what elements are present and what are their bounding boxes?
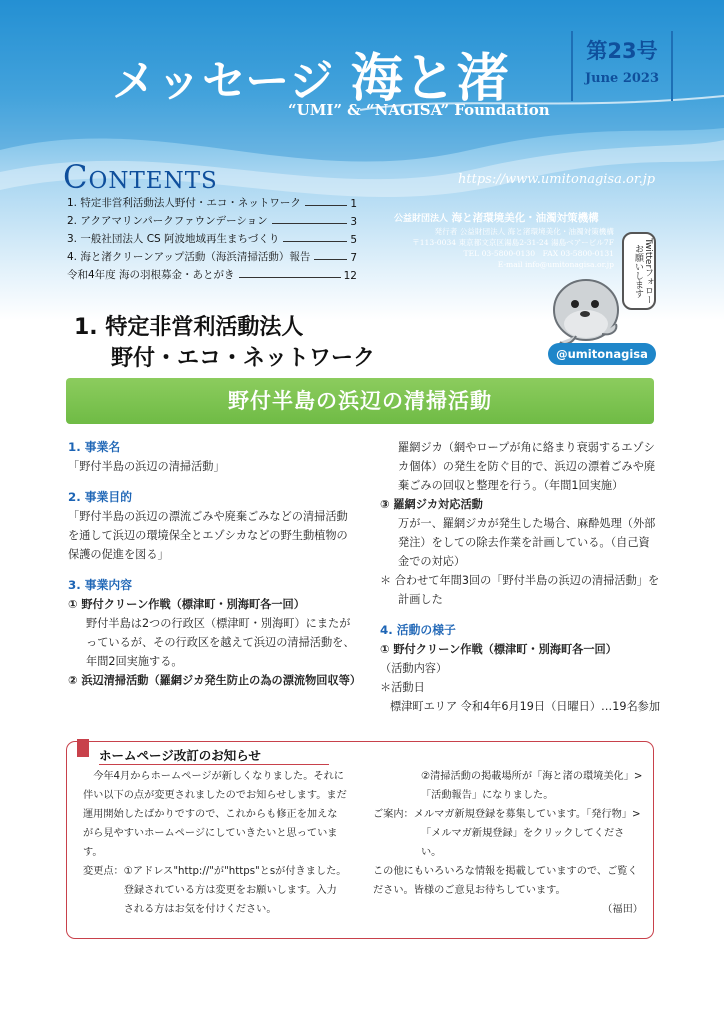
toc-leader bbox=[283, 241, 347, 242]
organization-name bbox=[394, 210, 599, 225]
notice-change-label: 変更点： bbox=[83, 866, 124, 877]
toc-leader bbox=[314, 259, 347, 260]
list-item-body: 万が一、羅網ジカが発生した場合、麻酔処理（外部発注）をしての除去作業を計画している。（自己資金での対応） bbox=[398, 517, 656, 568]
section-title: 1. 事業名 bbox=[68, 440, 121, 454]
toc-item[interactable] bbox=[67, 264, 357, 282]
notice-guide: ご案内：メルマガ新規登録を募集しています。「発行物」>「メルマガ新規登録」をクリックしてください。 bbox=[373, 809, 641, 858]
twitter-handle-button[interactable]: @umitonagisa bbox=[548, 343, 656, 365]
organization-title: 海と渚環境美化・油濁対策機構 bbox=[451, 212, 599, 224]
article-heading-line1: 1. 特定非営利活動法人 bbox=[74, 315, 304, 340]
notice-closing: この他にもいろいろな情報を掲載していますので、ご覧ください。皆様のご意見お待ちしています。 bbox=[373, 866, 638, 896]
notice-change-item: ①アドレス"http://"が"https"とsが付きました。登録されている方は変更をお願いします。入力される方はお気を付けください。 bbox=[123, 866, 347, 915]
table-of-contents bbox=[67, 192, 357, 282]
list-item-title: ① 野付クリーン作戦（標津町・別海町各一回） bbox=[68, 598, 305, 611]
article-banner: 野付半島の浜辺の清掃活動 bbox=[66, 378, 654, 424]
toc-item-page: 1 bbox=[350, 198, 357, 210]
section-title: 4. 活動の様子 bbox=[380, 623, 456, 637]
list-item-title: ② 浜辺清掃活動（羅網ジカ発生防止の為の漂流物回収等） bbox=[68, 674, 362, 687]
toc-item-page: 3 bbox=[350, 216, 357, 228]
issue-date: June 2023 bbox=[584, 71, 660, 86]
article-heading bbox=[74, 312, 375, 374]
toc-item-title: 4. 海と渚クリーンアップ活動（海浜清掃活動）報告 bbox=[67, 251, 311, 263]
notice-paragraph: 今年4月からホームページが新しくなりました。それに伴い以下の点が変更されましたのでお知らせします。まだ運用開始したばかりですので、これからも修正を加えながら見やすいホームページにしていきたいと思っています。 bbox=[83, 771, 347, 858]
toc-item[interactable] bbox=[67, 210, 357, 228]
toc-item-title: 3. 一般社団法人 CS 阿波地域再生まちづくり bbox=[67, 233, 280, 245]
publisher-phone: TEL 03-5800-0130 FAX 03-5800-0131 bbox=[463, 249, 614, 258]
notice-change-list bbox=[83, 862, 347, 919]
toc-item-page: 7 bbox=[350, 252, 357, 264]
toc-item-title: 1. 特定非営利活動法人野付・エコ・ネットワーク bbox=[67, 197, 301, 209]
activity-date-value: 標津町エリア 令和4年6月19日（日曜日）…19名参加 bbox=[390, 700, 661, 713]
toc-item[interactable] bbox=[67, 192, 357, 210]
toc-item-page: 5 bbox=[350, 234, 357, 246]
list-item-title: ③ 羅網ジカ対応活動 bbox=[380, 498, 483, 511]
toc-item-page: 12 bbox=[343, 270, 357, 282]
toc-leader bbox=[239, 277, 341, 278]
contents-heading bbox=[63, 158, 218, 196]
notice-title: ホームページ改訂のお知らせ bbox=[99, 748, 261, 763]
notice-signature: （福田） bbox=[602, 904, 643, 915]
section-body: 「野付半島の浜辺の清掃活動」 bbox=[68, 460, 225, 473]
publisher-email[interactable]: E-mail info@umitonagisa.or.jp bbox=[497, 260, 614, 269]
publisher-line: 発行者 公益財団法人 海と渚環境美化・油濁対策機構 bbox=[434, 227, 614, 236]
masthead-subtitle: “UMI” & “NAGISA” Foundation bbox=[288, 101, 550, 119]
masthead-title-kanji: 海と渚 bbox=[350, 48, 510, 109]
notice-underline bbox=[99, 764, 329, 765]
website-url[interactable]: https://www.umitonagisa.or.jp bbox=[458, 172, 656, 187]
organization-prefix: 公益財団法人 bbox=[394, 214, 449, 224]
list-item-body: 野付半島は2つの行政区（標津町・別海町）にまたがっているが、その行政区を越えて浜辺の清掃活動を、年間2回実施する。 bbox=[86, 617, 355, 668]
toc-item-title: 2. アクアマリンパークファウンデーション bbox=[67, 215, 268, 227]
article-column-left bbox=[68, 438, 362, 690]
notice-column-left bbox=[83, 767, 347, 919]
section-title: 3. 事業内容 bbox=[68, 578, 132, 592]
masthead-title-kana: メッセージ bbox=[112, 56, 335, 107]
notice-box bbox=[66, 741, 654, 939]
article-heading-line2: 野付・エコ・ネットワーク bbox=[111, 346, 376, 371]
toc-item[interactable] bbox=[67, 228, 357, 246]
section-body: 「野付半島の浜辺の漂流ごみや廃棄ごみなどの清掃活動を通して浜辺の環境保全とエゾシカなどの野生動植物の保護の促進を図る」 bbox=[68, 510, 348, 561]
toc-leader bbox=[272, 223, 348, 224]
notice-tab-marker bbox=[77, 739, 89, 757]
section-title: 2. 事業目的 bbox=[68, 490, 132, 504]
notice-change-item: ②清掃活動の掲載場所が「海と渚の環境美化」>「活動報告」になりました。 bbox=[421, 771, 643, 801]
toc-leader bbox=[305, 205, 347, 206]
article-column-right bbox=[380, 438, 660, 716]
toc-item[interactable] bbox=[67, 246, 357, 264]
toc-item-title: 令和4年度 海の羽根募金・あとがき bbox=[67, 269, 235, 281]
publisher-address: 〒113-0034 東京都文京区湯島2-31-24 湯島ベアービル7F bbox=[412, 238, 614, 247]
contents-heading-initial: C bbox=[63, 158, 89, 196]
issue-number: 第23号 bbox=[586, 39, 658, 63]
list-item-title: ① 野付クリーン作戦（標津町・別海町各一回） bbox=[380, 643, 617, 656]
activity-content-label: （活動内容） bbox=[380, 662, 448, 675]
activity-date-label: ＊活動日 bbox=[380, 681, 425, 694]
list-item-body: 羅網ジカ（網やロープが角に絡まり衰弱するエゾシカ個体）の発生を防ぐ目的で、浜辺の漂着ごみや廃棄ごみの回収と整理を行う。（年間1回実施） bbox=[398, 441, 656, 492]
issue-box bbox=[571, 31, 673, 101]
contents-heading-rest: ONTENTS bbox=[88, 168, 218, 194]
list-note: ＊ 合わせて年間3回の「野付半島の浜辺の清掃活動」を計画した bbox=[380, 574, 660, 606]
notice-column-right bbox=[373, 767, 643, 919]
masthead-title bbox=[112, 36, 510, 111]
twitter-follow-bubble: Twitterフォロー お願いします bbox=[622, 232, 656, 310]
